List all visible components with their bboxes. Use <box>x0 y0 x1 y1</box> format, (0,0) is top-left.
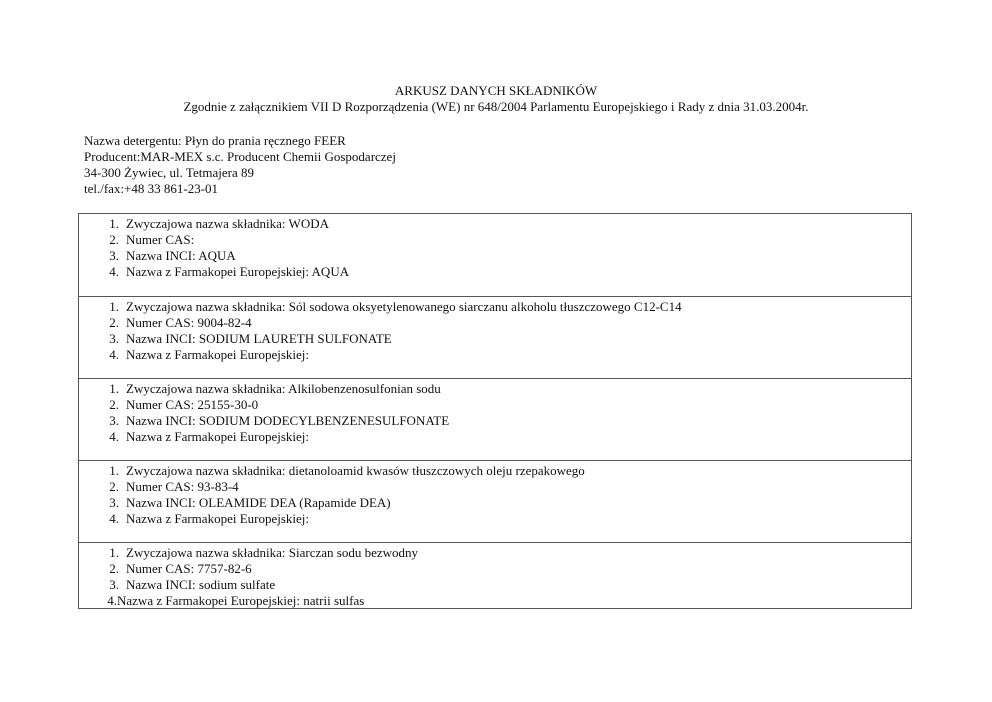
line-number: 3. <box>109 331 119 346</box>
line-number: 3. <box>109 413 119 428</box>
line-text: Numer CAS: 25155-30-0 <box>126 397 259 412</box>
address: 34-300 Żywiec, ul. Tetmajera 89 <box>84 165 254 180</box>
ingredient-line <box>79 511 911 527</box>
ingredient-line <box>79 264 911 280</box>
ingredient-cell <box>79 296 911 378</box>
product-info <box>84 133 396 197</box>
ingredient-cell <box>79 378 911 460</box>
ingredient-line <box>79 381 911 397</box>
line-number: 3. <box>109 577 119 592</box>
line-text: Zwyczajowa nazwa składnika: Alkilobenzenosulfonian sodu <box>126 381 441 396</box>
ingredient-line <box>79 561 911 577</box>
document-subtitle: Zgodnie z załącznikiem VII D Rozporządzenia (WE) nr 648/2004 Parlamentu Europejskiego i Rady z dnia 31.03.2004r. <box>183 99 809 114</box>
line-number: 1. <box>109 381 119 396</box>
ingredient-line <box>79 495 911 511</box>
line-number: 4. <box>109 264 119 279</box>
ingredient-line <box>79 577 911 593</box>
phone-fax: tel./fax:+48 33 861-23-01 <box>84 181 219 196</box>
line-text: Numer CAS: 93-83-4 <box>126 479 239 494</box>
ingredient-line <box>79 315 911 331</box>
line-text: Nazwa z Farmakopei Europejskiej: <box>126 347 310 362</box>
line-text: Nazwa z Farmakopei Europejskiej: AQUA <box>126 264 350 279</box>
ingredient-line <box>79 331 911 347</box>
line-text: Nazwa z Farmakopei Europejskiej: <box>126 429 310 444</box>
line-text: Nazwa INCI: SODIUM LAURETH SULFONATE <box>126 331 392 346</box>
line-number: 4. <box>109 347 119 362</box>
line-number: 1. <box>109 299 119 314</box>
line-number: 3. <box>109 248 119 263</box>
line-number: 1. <box>109 545 119 560</box>
ingredient-line <box>79 299 911 315</box>
line-number: 4. <box>109 429 119 444</box>
ingredient-line <box>79 248 911 264</box>
line-text: Nazwa INCI: AQUA <box>126 248 236 263</box>
ingredient-line <box>79 397 911 413</box>
line-number: 4. <box>109 511 119 526</box>
ingredients-table <box>78 213 912 609</box>
document-title: ARKUSZ DANYCH SKŁADNIKÓW <box>394 83 598 98</box>
line-number: 3. <box>109 495 119 510</box>
line-text: Nazwa INCI: sodium sulfate <box>126 577 276 592</box>
line-number: 4. <box>107 593 117 608</box>
ingredient-line <box>79 463 911 479</box>
line-number: 1. <box>109 463 119 478</box>
line-number: 2. <box>109 479 119 494</box>
ingredient-line <box>79 479 911 495</box>
ingredient-line <box>79 593 911 609</box>
line-text: Zwyczajowa nazwa składnika: Sól sodowa oksyetylenowanego siarczanu alkoholu tłuszczowego C12-C14 <box>126 299 682 314</box>
line-number: 2. <box>109 561 119 576</box>
line-text: Nazwa z Farmakopei Europejskiej: <box>126 511 310 526</box>
ingredient-line <box>79 347 911 363</box>
ingredient-cell <box>79 542 911 608</box>
line-text: Numer CAS: <box>126 232 195 247</box>
line-number: 2. <box>109 397 119 412</box>
ingredient-line <box>79 429 911 445</box>
line-number: 2. <box>109 232 119 247</box>
line-text: Numer CAS: 9004-82-4 <box>126 315 252 330</box>
line-text: Nazwa INCI: OLEAMIDE DEA (Rapamide DEA) <box>126 495 391 510</box>
detergent-name: Nazwa detergentu: Płyn do prania ręcznego FEER <box>84 133 346 148</box>
line-text: Numer CAS: 7757-82-6 <box>126 561 252 576</box>
line-text: Zwyczajowa nazwa składnika: dietanoloamid kwasów tłuszczowych oleju rzepakowego <box>126 463 585 478</box>
ingredient-line <box>79 413 911 429</box>
ingredient-line <box>79 216 911 232</box>
producer: Producent:MAR-MEX s.c. Producent Chemii Gospodarczej <box>84 149 396 164</box>
ingredient-line <box>79 545 911 561</box>
ingredient-line <box>79 232 911 248</box>
ingredient-cell <box>79 460 911 542</box>
line-text: Zwyczajowa nazwa składnika: WODA <box>126 216 329 231</box>
line-text: Nazwa z Farmakopei Europejskiej: natrii sulfas <box>117 593 365 608</box>
line-number: 2. <box>109 315 119 330</box>
ingredient-cell <box>79 214 911 296</box>
line-text: Nazwa INCI: SODIUM DODECYLBENZENESULFONATE <box>126 413 450 428</box>
line-number: 1. <box>109 216 119 231</box>
line-text: Zwyczajowa nazwa składnika: Siarczan sodu bezwodny <box>126 545 419 560</box>
